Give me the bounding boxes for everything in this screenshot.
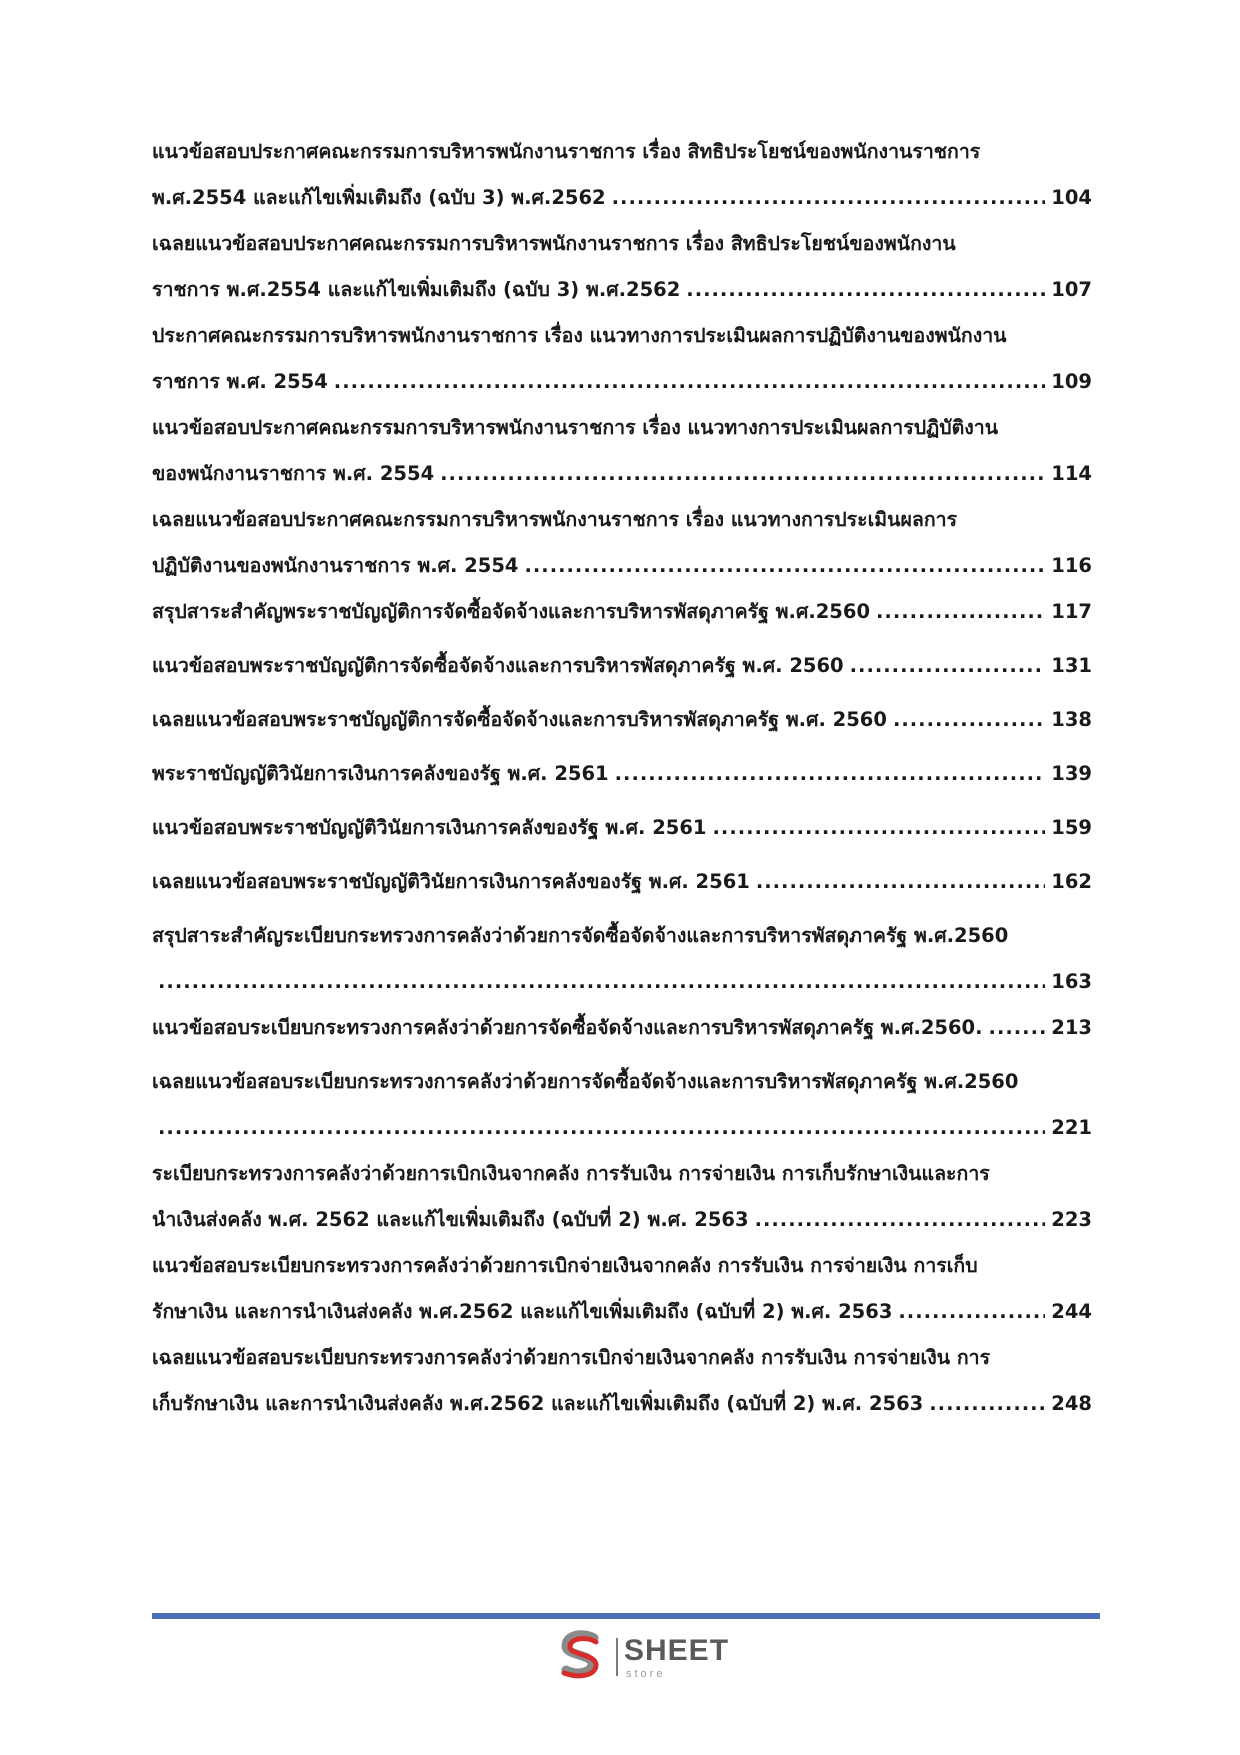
- toc-leader-dots: [893, 705, 1045, 735]
- toc-page-number: 109: [1051, 370, 1092, 393]
- sheet-store-s-icon: [556, 1630, 606, 1682]
- toc-entry-line: [152, 1343, 1092, 1373]
- toc-entry-line: [152, 1159, 1092, 1189]
- toc-entry-title: สรุปสาระสำคัญระเบียบกระทรวงการคลังว่าด้วยการจัดซื้อจัดจ้างและการบริหารพัสดุภาครัฐ พ.ศ.2560: [152, 924, 1009, 947]
- toc-leader-dots: [612, 183, 1046, 213]
- toc-entry-last-line: [152, 597, 1092, 627]
- toc-page-number: 244: [1051, 1300, 1092, 1323]
- toc-entry-last-line: [152, 1205, 1092, 1235]
- toc-entry-title: แนวข้อสอบระเบียบกระทรวงการคลังว่าด้วยการเบิกจ่ายเงินจากคลัง การรับเงิน การจ่ายเงิน การเก็บ: [152, 1254, 978, 1277]
- toc-leader-dots: [158, 1113, 1045, 1143]
- toc-entry-last-line: [152, 967, 1092, 997]
- toc-entry-title: เฉลยแนวข้อสอบระเบียบกระทรวงการคลังว่าด้วยการจัดซื้อจัดจ้างและการบริหารพัสดุภาครัฐ พ.ศ.2560: [152, 1070, 1019, 1093]
- logo-wordmark: SHEET: [624, 1634, 730, 1667]
- toc-entry-last-line: [152, 275, 1092, 305]
- toc-entry-last-line: [152, 551, 1092, 581]
- toc-entry-title: ปฏิบัติงานของพนักงานราชการ พ.ศ. 2554: [152, 554, 519, 577]
- toc-entry-title: พ.ศ.2554 และแก้ไขเพิ่มเติมถึง (ฉบับ 3) พ.ศ.2562: [152, 186, 606, 209]
- toc-entry-title: เฉลยแนวข้อสอบประกาศคณะกรรมการบริหารพนักงานราชการ เรื่อง แนวทางการประเมินผลการ: [152, 508, 958, 531]
- toc-page-number: 159: [1051, 816, 1092, 839]
- toc-page-number: 139: [1051, 762, 1092, 785]
- toc-leader-dots: [158, 967, 1045, 997]
- toc-entry-title: ระเบียบกระทรวงการคลังว่าด้วยการเบิกเงินจากคลัง การรับเงิน การจ่ายเงิน การเก็บรักษาเงินและการ: [152, 1162, 990, 1185]
- toc-entry-title: เก็บรักษาเงิน และการนำเงินส่งคลัง พ.ศ.2562 และแก้ไขเพิ่มเติมถึง (ฉบับที่ 2) พ.ศ. 2563: [152, 1392, 924, 1415]
- toc-page-number: 104: [1051, 186, 1092, 209]
- toc-leader-dots: [615, 759, 1046, 789]
- toc-entry-title: แนวข้อสอบพระราชบัญญัติวินัยการเงินการคลังของรัฐ พ.ศ. 2561: [152, 816, 707, 839]
- toc-entry-title: นำเงินส่งคลัง พ.ศ. 2562 และแก้ไขเพิ่มเติมถึง (ฉบับที่ 2) พ.ศ. 2563: [152, 1208, 749, 1231]
- toc-entry-title: ราชการ พ.ศ.2554 และแก้ไขเพิ่มเติมถึง (ฉบับ 3) พ.ศ.2562: [152, 278, 681, 301]
- toc-entry-line: [152, 921, 1092, 951]
- toc-page-number: 223: [1051, 1208, 1092, 1231]
- toc-entry-line: [152, 321, 1092, 351]
- toc-leader-dots: [524, 551, 1045, 581]
- toc-entry-title: เฉลยแนวข้อสอบพระราชบัญญัติวินัยการเงินการคลังของรัฐ พ.ศ. 2561: [152, 870, 750, 893]
- toc-leader-dots: [713, 813, 1046, 843]
- toc-entry-title: รักษาเงิน และการนำเงินส่งคลัง พ.ศ.2562 และแก้ไขเพิ่มเติมถึง (ฉบับที่ 2) พ.ศ. 2563: [152, 1300, 893, 1323]
- toc-entry-last-line: [152, 1389, 1092, 1419]
- toc-leader-dots: [989, 1013, 1046, 1043]
- toc-entry-title: ประกาศคณะกรรมการบริหารพนักงานราชการ เรื่อง แนวทางการประเมินผลการปฏิบัติงานของพนักงาน: [152, 324, 1007, 347]
- toc-page-number: 162: [1051, 870, 1092, 893]
- toc-entry-title: แนวข้อสอบพระราชบัญญัติการจัดซื้อจัดจ้างและการบริหารพัสดุภาครัฐ พ.ศ. 2560: [152, 654, 844, 677]
- toc-leader-dots: [929, 1389, 1045, 1419]
- toc-entry-title: พระราชบัญญัติวินัยการเงินการคลังของรัฐ พ.ศ. 2561: [152, 762, 609, 785]
- toc-entry-title: เฉลยแนวข้อสอบประกาศคณะกรรมการบริหารพนักงานราชการ เรื่อง สิทธิประโยชน์ของพนักงาน: [152, 232, 956, 255]
- toc-page-number: 107: [1051, 278, 1092, 301]
- toc-page-number: 117: [1051, 600, 1092, 623]
- toc-entry-title: เฉลยแนวข้อสอบระเบียบกระทรวงการคลังว่าด้วยการเบิกจ่ายเงินจากคลัง การรับเงิน การจ่ายเงิน การ: [152, 1346, 991, 1369]
- toc-entry-title: สรุปสาระสำคัญพระราชบัญญัติการจัดซื้อจัดจ้างและการบริหารพัสดุภาครัฐ พ.ศ.2560: [152, 600, 871, 623]
- toc-leader-dots: [756, 867, 1045, 897]
- toc-entry-last-line: [152, 1297, 1092, 1327]
- toc-entry-last-line: [152, 813, 1092, 843]
- toc-page-number: 131: [1051, 654, 1092, 677]
- toc-entry-line: [152, 1251, 1092, 1281]
- toc-entry-last-line: [152, 867, 1092, 897]
- toc-page-number: 163: [1051, 970, 1092, 993]
- toc-entry-title: เฉลยแนวข้อสอบพระราชบัญญัติการจัดซื้อจัดจ้างและการบริหารพัสดุภาครัฐ พ.ศ. 2560: [152, 708, 887, 731]
- toc-page-number: 221: [1051, 1116, 1092, 1139]
- toc-page-number: 116: [1051, 554, 1092, 577]
- toc-entry-last-line: [152, 759, 1092, 789]
- toc-entry-last-line: [152, 651, 1092, 681]
- toc-leader-dots: [440, 459, 1045, 489]
- logo-divider: [616, 1638, 618, 1676]
- toc-entry-title: ของพนักงานราชการ พ.ศ. 2554: [152, 462, 435, 485]
- toc-leader-dots: [334, 367, 1045, 397]
- toc-leader-dots: [898, 1297, 1045, 1327]
- toc-page-number: 114: [1051, 462, 1092, 485]
- toc-entry-last-line: [152, 459, 1092, 489]
- footer-rule: [152, 1613, 1100, 1619]
- toc-entry-title: แนวข้อสอบประกาศคณะกรรมการบริหารพนักงานราชการ เรื่อง แนวทางการประเมินผลการปฏิบัติงาน: [152, 416, 999, 439]
- toc-entry-line: [152, 137, 1092, 167]
- toc-leader-dots: [876, 597, 1045, 627]
- toc-entry-last-line: [152, 183, 1092, 213]
- toc-entry-title: แนวข้อสอบระเบียบกระทรวงการคลังว่าด้วยการจัดซื้อจัดจ้างและการบริหารพัสดุภาครัฐ พ.ศ.2560.: [152, 1016, 983, 1039]
- toc-entry-title: ราชการ พ.ศ. 2554: [152, 370, 328, 393]
- toc-entry-last-line: [152, 705, 1092, 735]
- toc-entry-line: [152, 1067, 1092, 1097]
- toc-leader-dots: [686, 275, 1045, 305]
- toc-leader-dots: [850, 651, 1046, 681]
- toc-page-number: 213: [1051, 1016, 1092, 1039]
- toc-entry-line: [152, 229, 1092, 259]
- sheet-store-logo: [556, 1630, 730, 1686]
- toc-entry-line: [152, 413, 1092, 443]
- toc-entry-title: แนวข้อสอบประกาศคณะกรรมการบริหารพนักงานราชการ เรื่อง สิทธิประโยชน์ของพนักงานราชการ: [152, 140, 981, 163]
- logo-subtext: store: [626, 1668, 666, 1680]
- toc-entry-line: [152, 505, 1092, 535]
- toc-entry-last-line: [152, 1013, 1092, 1043]
- toc-entry-last-line: [152, 1113, 1092, 1143]
- toc-entry-last-line: [152, 367, 1092, 397]
- toc-page-number: 138: [1051, 708, 1092, 731]
- toc-leader-dots: [755, 1205, 1046, 1235]
- toc-page-number: 248: [1051, 1392, 1092, 1415]
